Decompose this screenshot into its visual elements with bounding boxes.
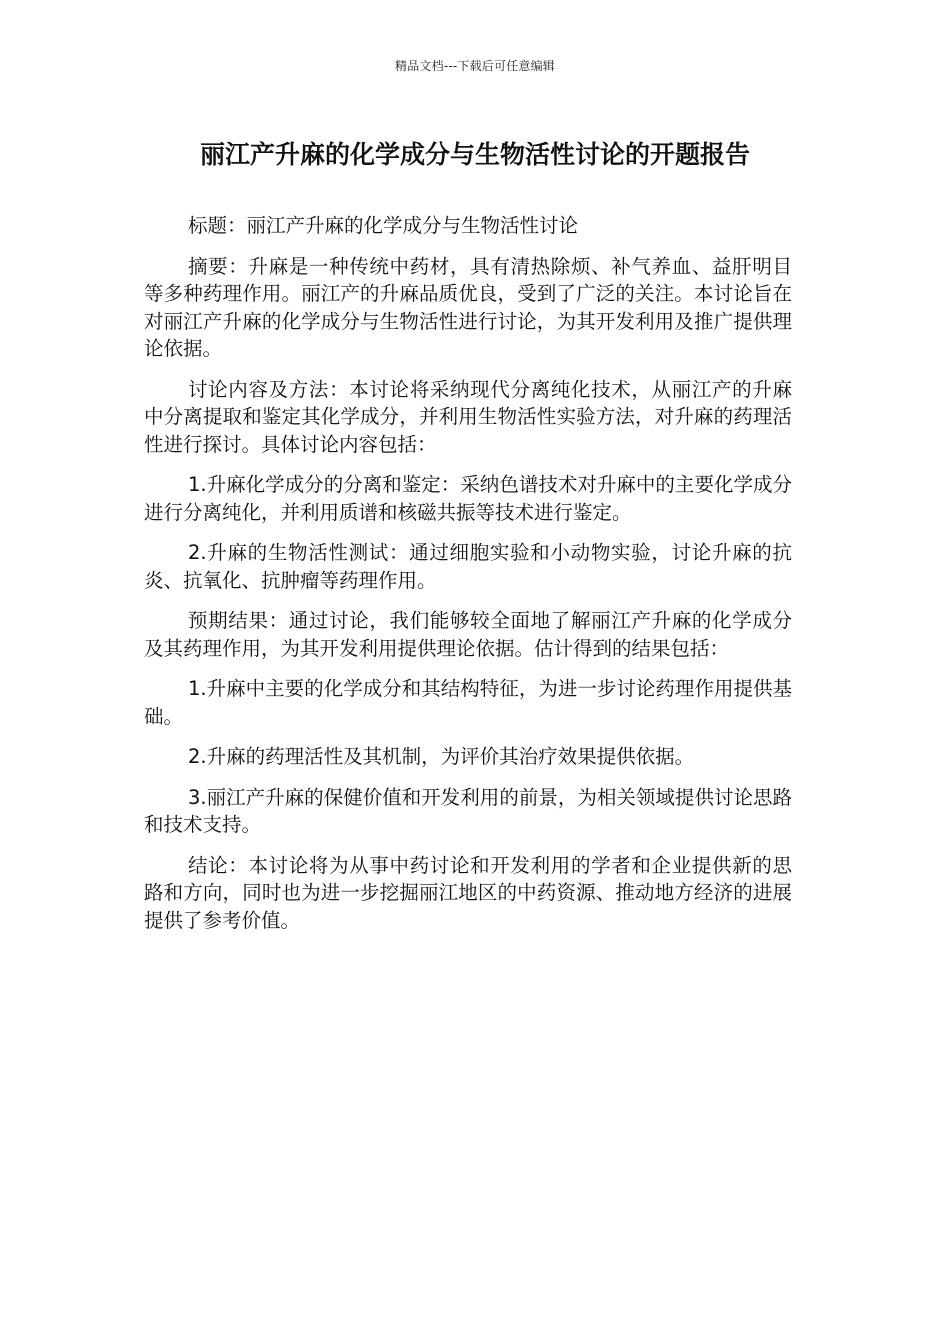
paragraph-result-item-1: 1.升麻中主要的化学成分和其结构特征，为进一步讨论药理作用提供基础。 — [144, 677, 792, 728]
paragraph-content-item-2: 2.升麻的生物活性测试：通过细胞实验和小动物实验，讨论升麻的抗炎、抗氧化、抗肿瘤等药理作用。 — [144, 541, 792, 592]
paragraph-subject: 标题：丽江产升麻的化学成分与生物活性讨论 — [188, 214, 579, 237]
paragraph-content-item-1: 1.升麻化学成分的分离和鉴定：采纳色谱技术对升麻中的主要化学成分进行分离纯化，并利用质谱和核磁共振等技术进行鉴定。 — [144, 473, 792, 524]
document-title: 丽江产升麻的化学成分与生物活性讨论的开题报告 — [199, 140, 750, 169]
paragraph-result-item-2: 2.升麻的药理活性及其机制，为评价其治疗效果提供依据。 — [188, 745, 695, 768]
paragraph-abstract: 摘要：升麻是一种传统中药材，具有清热除烦、补气养血、益肝明目等多种药理作用。丽江产的升麻品质优良，受到了广泛的关注。本讨论旨在对丽江产升麻的化学成分与生物活性进行讨论，为其开发利用及推广提供理论依据。 — [144, 254, 792, 360]
paragraph-content-methods: 讨论内容及方法：本讨论将采纳现代分离纯化技术，从丽江产的升麻中分离提取和鉴定其化学成分，并利用生物活性实验方法，对升麻的药理活性进行探讨。具体讨论内容包括： — [144, 377, 792, 456]
header-note: 精品文档---下载后可任意编辑 — [395, 59, 555, 73]
paragraph-result-item-3: 3.丽江产升麻的保健价值和开发利用的前景，为相关领域提供讨论思路和技术支持。 — [144, 785, 792, 836]
paragraph-expected-results: 预期结果：通过讨论，我们能够较全面地了解丽江产升麻的化学成分及其药理作用，为其开发利用提供理论依据。估计得到的结果包括： — [144, 609, 792, 660]
paragraph-conclusion: 结论：本讨论将为从事中药讨论和开发利用的学者和企业提供新的思路和方向，同时也为进一步挖掘丽江地区的中药资源、推动地方经济的进展提供了参考价值。 — [144, 853, 792, 932]
document-body — [144, 212, 792, 947]
